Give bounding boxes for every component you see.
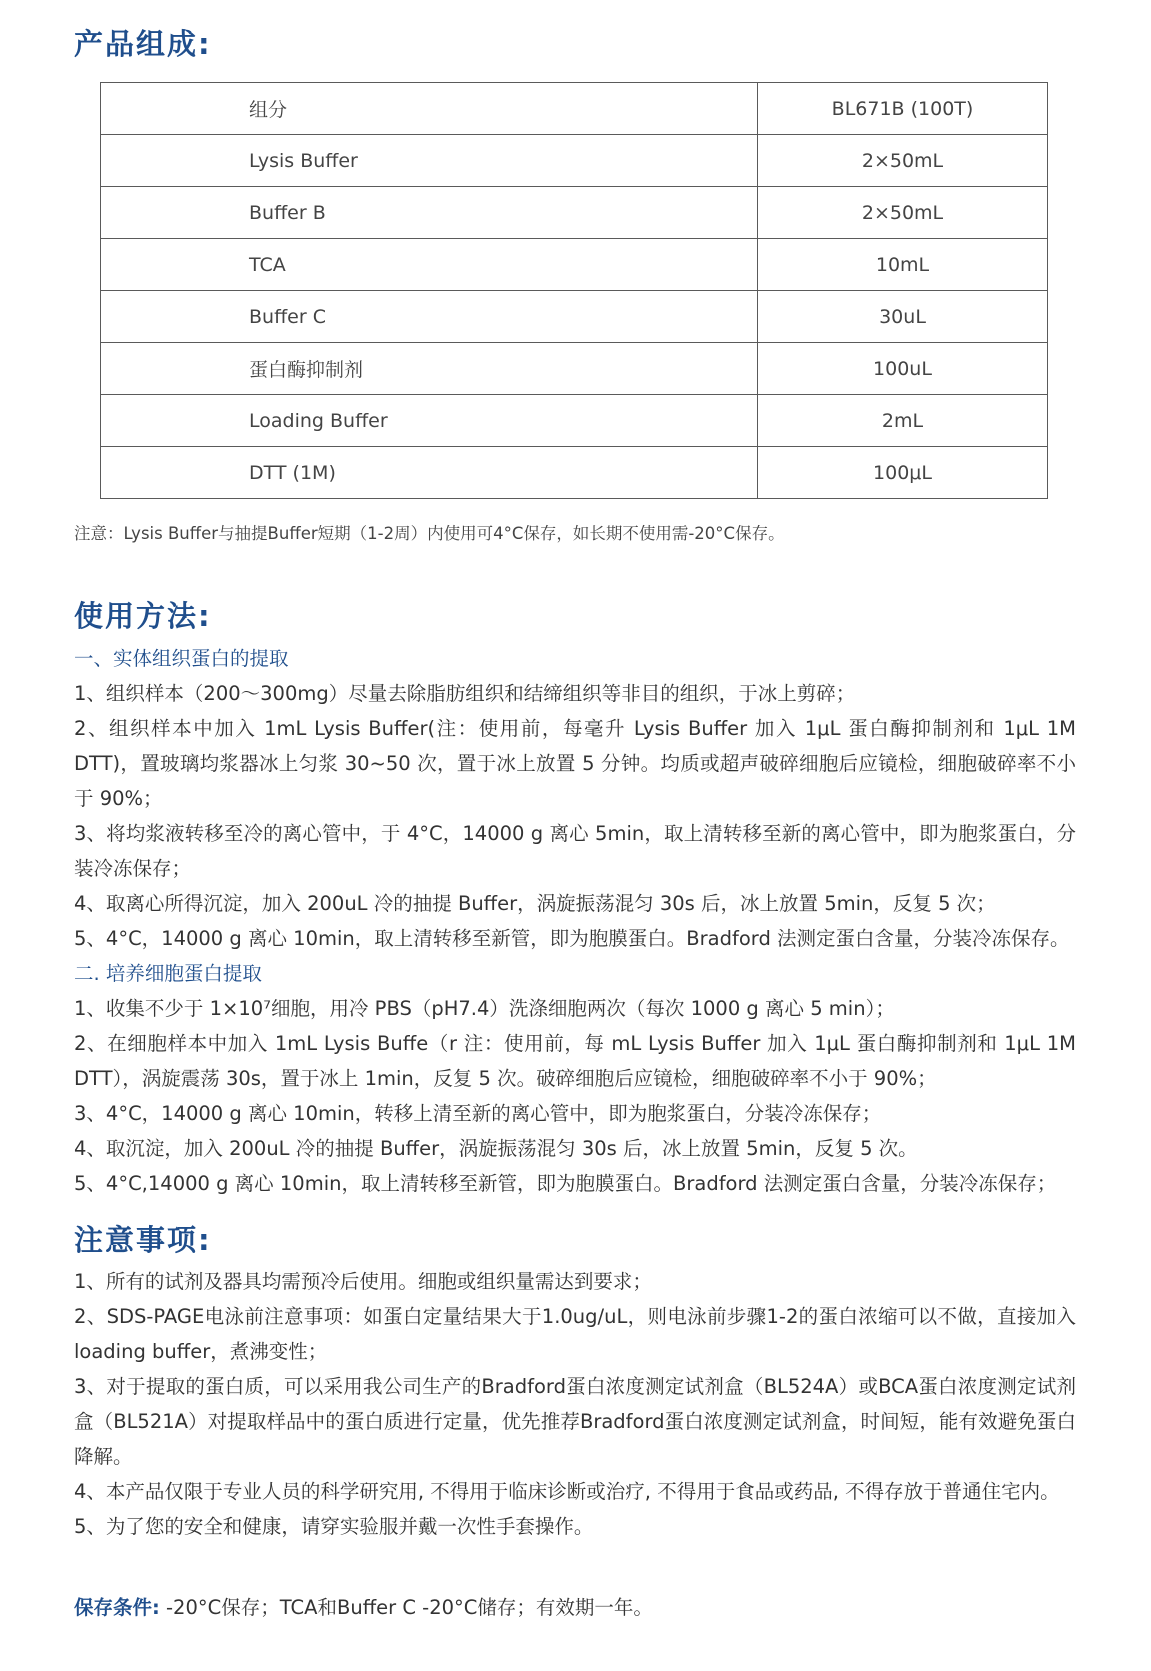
table-cell-component: Loading Buffer <box>101 395 758 447</box>
table-cell-component: 蛋白酶抑制剂 <box>101 343 758 395</box>
precautions-list <box>74 1264 1076 1544</box>
tissue-step: 4、取离心所得沉淀，加入 200uL 冷的抽提 Buffer，涡旋振荡混匀 30s 后，冰上放置 5min，反复 5 次； <box>74 892 996 915</box>
table-cell-component: DTT (1M) <box>101 447 758 499</box>
cell-step: 3、4°C，14000 g 离心 10min，转移上清至新的离心管中，即为胞浆蛋白，分装冷冻保存； <box>74 1102 882 1125</box>
table-row <box>101 395 1048 447</box>
table-cell-component: Buffer B <box>101 187 758 239</box>
cell-step: 5、4°C,14000 g 离心 10min，取上清转移至新管，即为胞膜蛋白。Bradford 法测定蛋白含量，分装冷冻保存； <box>74 1172 1057 1195</box>
precaution-item: 2、SDS-PAGE电泳前注意事项：如蛋白定量结果大于1.0ug/uL，则电泳前步骤1-2的蛋白浓缩可以不做，直接加入loading buffer，煮沸变性； <box>74 1305 1076 1363</box>
precautions-heading: 注意事项: <box>74 1223 212 1257</box>
usage-methods <box>74 641 1076 1201</box>
cell-step: 4、取沉淀，加入 200uL 冷的抽提 Buffer，涡旋振荡混匀 30s 后，冰上放置 5min，反复 5 次。 <box>74 1137 918 1160</box>
tissue-subheading: 一、实体组织蛋白的提取 <box>74 647 289 670</box>
table-cell-amount: 2mL <box>758 395 1048 447</box>
cell-step: 1、收集不少于 1×10⁷细胞，用冷 PBS（pH7.4）洗涤细胞两次（每次 1000 g 离心 5 min）； <box>74 997 895 1020</box>
storage-label: 保存条件: <box>74 1596 160 1619</box>
table-row <box>101 291 1048 343</box>
tissue-step: 2、组织样本中加入 1mL Lysis Buffer(注：使用前，每毫升 Lysis Buffer 加入 1μL 蛋白酶抑制剂和 1μL 1M DTT)，置玻璃均浆器冰上匀浆 30~50 次，置于冰上放置 5 分钟。均质或超声破碎细胞后应镜检，细胞破碎率不小于 90%； <box>74 717 1076 810</box>
cell-subheading: 二. 培养细胞蛋白提取 <box>74 962 262 985</box>
usage-heading: 使用方法: <box>74 599 212 633</box>
table-row <box>101 239 1048 291</box>
precaution-item: 5、为了您的安全和健康，请穿实验服并戴一次性手套操作。 <box>74 1515 594 1538</box>
table-cell-component: Buffer C <box>101 291 758 343</box>
table-header-cell: BL671B (100T) <box>758 83 1048 135</box>
precaution-item: 3、对于提取的蛋白质，可以采用我公司生产的Bradford蛋白浓度测定试剂盒（BL524A）或BCA蛋白浓度测定试剂盒（BL521A）对提取样品中的蛋白质进行定量，优先推荐Bradford蛋白浓度测定试剂盒，时间短，能有效避免蛋白降解。 <box>74 1375 1076 1468</box>
cell-step: 2、在细胞样本中加入 1mL Lysis Buffe（r 注：使用前，每 mL Lysis Buffer 加入 1μL 蛋白酶抑制剂和 1μL 1M DTT），涡旋震荡 30s，置于冰上 1min，反复 5 次。破碎细胞后应镜检，细胞破碎率不小于 90%； <box>74 1032 1076 1090</box>
composition-table <box>100 82 1048 499</box>
table-row <box>101 187 1048 239</box>
tissue-step: 1、组织样本（200～300mg）尽量去除脂肪组织和结缔组织等非目的组织，于冰上剪碎； <box>74 682 856 705</box>
table-row <box>101 447 1048 499</box>
table-cell-amount: 30uL <box>758 291 1048 343</box>
table-row <box>101 135 1048 187</box>
storage-text: -20°C保存；TCA和Buffer C -20°C储存；有效期一年。 <box>166 1596 653 1619</box>
storage-conditions <box>74 1592 653 1620</box>
precaution-item: 4、本产品仅限于专业人员的科学研究用, 不得用于临床诊断或治疗, 不得用于食品或药品, 不得存放于普通住宅内。 <box>74 1480 1060 1503</box>
table-cell-component: Lysis Buffer <box>101 135 758 187</box>
tissue-step: 5、4°C，14000 g 离心 10min，取上清转移至新管，即为胞膜蛋白。Bradford 法测定蛋白含量，分装冷冻保存。 <box>74 927 1070 950</box>
table-cell-amount: 10mL <box>758 239 1048 291</box>
table-cell-amount: 2×50mL <box>758 187 1048 239</box>
table-cell-amount: 100uL <box>758 343 1048 395</box>
table-row <box>101 343 1048 395</box>
table-header-row <box>101 83 1048 135</box>
tissue-step: 3、将均浆液转移至冷的离心管中，于 4°C，14000 g 离心 5min，取上清转移至新的离心管中，即为胞浆蛋白，分装冷冻保存； <box>74 822 1076 880</box>
precaution-item: 1、所有的试剂及器具均需预冷后使用。细胞或组织量需达到要求； <box>74 1270 652 1293</box>
table-header-cell: 组分 <box>101 83 758 135</box>
table-cell-amount: 2×50mL <box>758 135 1048 187</box>
storage-note: 注意：Lysis Buffer与抽提Buffer短期（1-2周）内使用可4°C保存，如长期不使用需-20°C保存。 <box>74 524 785 543</box>
table-cell-amount: 100μL <box>758 447 1048 499</box>
table-cell-component: TCA <box>101 239 758 291</box>
composition-heading: 产品组成: <box>74 27 212 61</box>
